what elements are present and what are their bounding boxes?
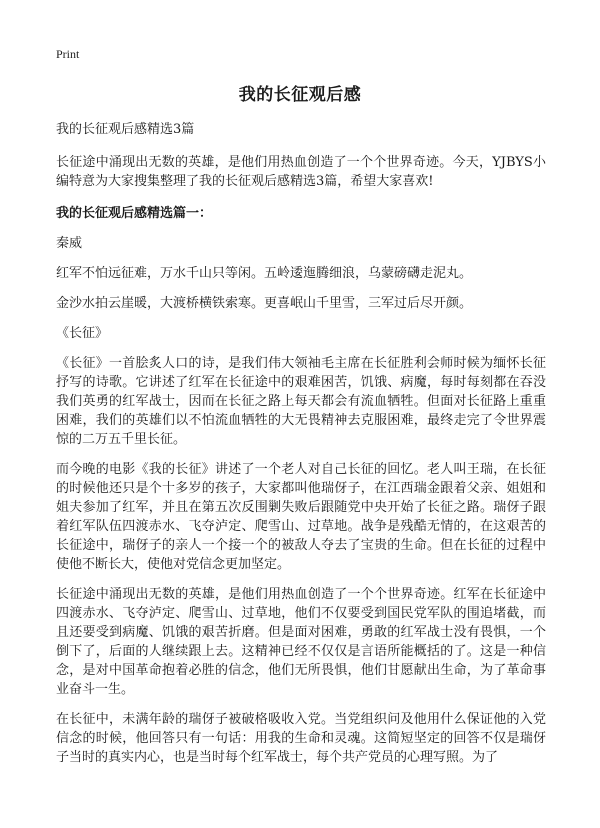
document-subtitle: 我的长征观后感精选3篇 [56, 122, 195, 137]
poem-line: 金沙水拍云崖暖，大渡桥横铁索寒。更喜岷山千里雪，三军过后尽开颜。 [56, 296, 473, 311]
print-label[interactable]: Print [56, 47, 80, 61]
poem-line: 红军不怕远征难，万水千山只等闲。五岭逶迤腾细浪，乌蒙磅礴走泥丸。 [56, 266, 473, 281]
body-paragraph: 而今晚的电影《我的长征》讲述了一个老人对自己长征的回忆。老人叫王瑞，在长征的时候他还只是个十多岁的孩子，大家都叫他瑞伢子，在江西瑞金跟着父亲、姐姐和姐夫参加了红军，并且在第五次反围剿失败后跟随党中央开始了长征之路。瑞伢子跟着红军队伍四渡赤水、飞夺泸定、爬雪山、过草地。战争是残酷无情的，在这艰苦的长征途中，瑞伢子的亲人一个接一个的被敌人夺去了宝贵的生命。但在长征的过程中使他不断长大，使他对党信念更加坚定。 [56, 462, 546, 572]
poem-author: 秦威 [56, 236, 83, 251]
document-body [56, 120, 546, 778]
section-heading: 我的长征观后感精选篇一： [56, 206, 213, 221]
poem-source: 《长征》 [56, 326, 109, 341]
body-paragraph: 《长征》一首脍炙人口的诗，是我们伟大领袖毛主席在长征胜利会师时候为缅怀长征抒写的诗歌。它讲述了红军在长征途中的艰难困苦，饥饿、病魔，每时每刻都在吞没我们英勇的红军战士，因而在长征之路上每天都会有流血牺牲。但面对长征路上重重困难，我们的英雄们以不怕流血牺牲的大无畏精神去克服困难，最终走完了令世界震惊的二万五千里长征。 [56, 356, 546, 447]
page-title: 我的长征观后感 [238, 85, 362, 105]
intro-paragraph: 长征途中涌现出无数的英雄，是他们用热血创造了一个个世界奇迹。今天，YJBYS小编特意为大家搜集整理了我的长征观后感精选3篇，希望大家喜欢! [56, 155, 546, 189]
body-paragraph: 长征途中涌现出无数的英雄，是他们用热血创造了一个个世界奇迹。红军在长征途中四渡赤水、飞夺泸定、爬雪山、过草地，他们不仅要受到国民党军队的围追堵截，而且还要受到病魔、饥饿的艰苦折磨。但是面对困难，勇敢的红军战士没有畏惧，一个倒下了，后面的人继续跟上去。这精神已经不仅仅是言语所能概括的了。这是一种信念，是对中国革命抱着必胜的信念，他们无所畏惧，他们甘愿献出生命，为了革命事业奋斗一生。 [56, 587, 546, 697]
body-paragraph: 在长征中，未满年龄的瑞伢子被破格吸收入党。当党组织问及他用什么保证他的入党信念的时候，他回答只有一句话：用我的生命和灵魂。这简短坚定的回答不仅是瑞伢子当时的真实内心，也是当时每个红军战士，每个共产党员的心理写照。为了 [56, 712, 546, 765]
